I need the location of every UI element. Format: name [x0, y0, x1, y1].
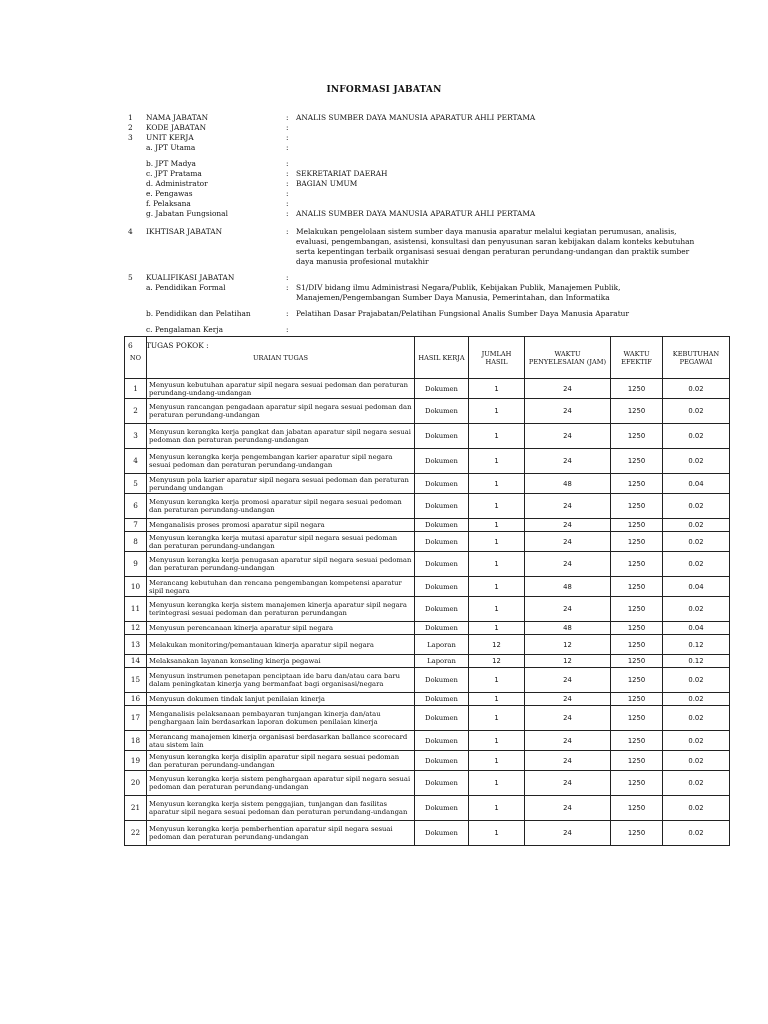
job-info-list [128, 113, 708, 351]
task-effective-time: 1250 [611, 731, 663, 751]
task-effective-time: 1250 [611, 519, 663, 532]
task-quantity: 1 [469, 597, 525, 622]
task-quantity: 1 [469, 532, 525, 552]
task-staff-need: 0.04 [663, 622, 730, 635]
info-number [128, 283, 146, 303]
task-hours: 48 [525, 622, 611, 635]
task-output: Dokumen [415, 552, 469, 577]
info-row [128, 309, 708, 319]
task-table [124, 336, 730, 846]
info-number [128, 169, 146, 179]
info-value [296, 273, 708, 283]
info-row [128, 227, 708, 267]
table-row [125, 693, 730, 706]
task-hours: 24 [525, 771, 611, 796]
task-effective-time: 1250 [611, 821, 663, 846]
task-output: Dokumen [415, 379, 469, 399]
info-value [296, 143, 708, 153]
info-number [128, 143, 146, 153]
task-description: Menyusun kerangka kerja pengembangan karier aparatur sipil negara sesuai pedoman dan peraturan perundang-undangan [147, 449, 415, 474]
info-separator: : [286, 309, 289, 318]
task-staff-need: 0.02 [663, 552, 730, 577]
task-quantity: 12 [469, 655, 525, 668]
info-label: g. Jabatan Fungsional [146, 209, 228, 218]
info-value [296, 159, 708, 169]
task-effective-time: 1250 [611, 771, 663, 796]
task-description: Menyusun kebutuhan aparatur sipil negara sesuai pedoman dan peraturan perundang-undang-undangan [147, 379, 415, 399]
info-number: 1 [128, 113, 133, 122]
task-staff-need: 0.02 [663, 424, 730, 449]
row-number: 20 [125, 771, 147, 796]
table-row [125, 424, 730, 449]
task-effective-time: 1250 [611, 399, 663, 424]
info-label: c. Pengalaman Kerja [146, 325, 223, 334]
task-effective-time: 1250 [611, 706, 663, 731]
task-quantity: 1 [469, 424, 525, 449]
table-row [125, 655, 730, 668]
task-quantity: 1 [469, 519, 525, 532]
header-kebutuhan: KEBUTUHAN PEGAWAI [663, 337, 730, 379]
table-row [125, 635, 730, 655]
task-effective-time: 1250 [611, 532, 663, 552]
info-separator: : [286, 227, 289, 236]
info-separator: : [286, 169, 289, 178]
row-number: 12 [125, 622, 147, 635]
info-value: ANALIS SUMBER DAYA MANUSIA APARATUR AHLI PERTAMA [296, 209, 536, 218]
info-number [128, 309, 146, 319]
task-output: Dokumen [415, 474, 469, 494]
info-label: a. JPT Utama [146, 143, 196, 152]
table-row [125, 494, 730, 519]
task-quantity: 1 [469, 552, 525, 577]
task-effective-time: 1250 [611, 552, 663, 577]
task-staff-need: 0.02 [663, 796, 730, 821]
task-output: Dokumen [415, 424, 469, 449]
task-output: Dokumen [415, 494, 469, 519]
info-separator: : [286, 123, 289, 132]
task-quantity: 1 [469, 494, 525, 519]
info-row [128, 199, 708, 209]
task-quantity: 1 [469, 668, 525, 693]
task-quantity: 1 [469, 751, 525, 771]
info-separator: : [286, 189, 289, 198]
task-effective-time: 1250 [611, 379, 663, 399]
table-row [125, 532, 730, 552]
table-row [125, 399, 730, 424]
table-row [125, 449, 730, 474]
task-staff-need: 0.04 [663, 474, 730, 494]
info-label: e. Pengawas [146, 189, 193, 198]
task-effective-time: 1250 [611, 449, 663, 474]
table-row [125, 552, 730, 577]
info-label: b. Pendidikan dan Pelatihan [146, 309, 251, 318]
task-hours: 48 [525, 474, 611, 494]
page-title: INFORMASI JABATAN [326, 85, 442, 95]
task-staff-need: 0.02 [663, 693, 730, 706]
header-efektif: WAKTU EFEKTIF [611, 337, 663, 379]
info-label: KODE JABATAN [146, 123, 207, 132]
task-staff-need: 0.02 [663, 771, 730, 796]
table-row [125, 379, 730, 399]
row-number: 19 [125, 751, 147, 771]
task-staff-need: 0.02 [663, 449, 730, 474]
task-effective-time: 1250 [611, 424, 663, 449]
task-staff-need: 0.12 [663, 635, 730, 655]
task-staff-need: 0.04 [663, 577, 730, 597]
table-row [125, 821, 730, 846]
row-number: 8 [125, 532, 147, 552]
task-effective-time: 1250 [611, 494, 663, 519]
info-label: b. JPT Madya [146, 159, 196, 168]
info-number [128, 199, 146, 209]
task-quantity: 1 [469, 399, 525, 424]
task-description: Menyusun rancangan pengadaan aparatur sipil negara sesuai pedoman dan peraturan perundang-undangan [147, 399, 415, 424]
task-staff-need: 0.02 [663, 751, 730, 771]
task-hours: 24 [525, 552, 611, 577]
info-separator: : [286, 113, 289, 122]
task-staff-need: 0.02 [663, 821, 730, 846]
row-number: 6 [125, 494, 147, 519]
task-hours: 24 [525, 751, 611, 771]
task-hours: 12 [525, 635, 611, 655]
info-value [296, 189, 708, 199]
info-value: SEKRETARIAT DAERAH [296, 169, 388, 178]
info-value: Melakukan pengelolaan sistem sumber daya manusia aparatur melalui kegiatan perumusan, analisis, evaluasi, pengembangan, asistensi, konsultasi dan penyusunan saran kebijakan dalam konteks kebutuhan serta kepentingan terbaik organisasi sesuai dengan peraturan perundang-undangan dan praktik sumber daya manusia profesional mutakhir [296, 227, 695, 266]
task-output: Dokumen [415, 519, 469, 532]
task-output: Dokumen [415, 622, 469, 635]
info-value [296, 199, 708, 209]
task-staff-need: 0.02 [663, 532, 730, 552]
task-output: Dokumen [415, 771, 469, 796]
info-row [128, 123, 708, 133]
task-quantity: 12 [469, 635, 525, 655]
row-number: 5 [125, 474, 147, 494]
info-number [128, 209, 146, 219]
task-hours: 24 [525, 668, 611, 693]
task-description: Melakukan monitoring/pemantauan kinerja aparatur sipil negara [147, 635, 415, 655]
table-header-row [125, 337, 730, 379]
task-effective-time: 1250 [611, 597, 663, 622]
info-number: 6 [128, 341, 133, 350]
info-row [128, 159, 708, 169]
task-quantity: 1 [469, 379, 525, 399]
info-label: NAMA JABATAN [146, 113, 209, 122]
task-hours: 24 [525, 532, 611, 552]
task-output: Dokumen [415, 821, 469, 846]
task-description: Menyusun kerangka kerja pangkat dan jabatan aparatur sipil negara sesuai pedoman dan peraturan perundang-undangan [147, 424, 415, 449]
row-number: 4 [125, 449, 147, 474]
row-number: 18 [125, 731, 147, 751]
table-row [125, 668, 730, 693]
task-quantity: 1 [469, 796, 525, 821]
task-description: Melaksanakan layanan konseling kinerja pegawai [147, 655, 415, 668]
task-output: Dokumen [415, 449, 469, 474]
info-separator: : [286, 273, 289, 282]
info-separator: : [286, 133, 289, 142]
task-description: Menyusun dokumen tindak lanjut penilaian kinerja [147, 693, 415, 706]
task-hours: 24 [525, 519, 611, 532]
task-output: Dokumen [415, 751, 469, 771]
info-row [128, 325, 708, 335]
task-description: Menyusun kerangka kerja sistem manajemen kinerja aparatur sipil negara terintegrasi sesuai pedoman dan peraturan perundangan [147, 597, 415, 622]
row-number: 7 [125, 519, 147, 532]
task-quantity: 1 [469, 821, 525, 846]
task-hours: 24 [525, 597, 611, 622]
header-no: NO [125, 337, 147, 379]
row-number: 17 [125, 706, 147, 731]
task-quantity: 1 [469, 693, 525, 706]
task-hours: 24 [525, 693, 611, 706]
info-label: c. JPT Pratama [146, 169, 202, 178]
task-description: Menyusun kerangka kerja promosi aparatur sipil negara sesuai pedoman dan peraturan perundang-undangan [147, 494, 415, 519]
task-quantity: 1 [469, 577, 525, 597]
task-description: Merancang manajemen kinerja organisasi berdasarkan ballance scorecard atau sistem lain [147, 731, 415, 751]
task-quantity: 1 [469, 731, 525, 751]
task-effective-time: 1250 [611, 622, 663, 635]
task-output: Dokumen [415, 668, 469, 693]
info-number [128, 179, 146, 189]
info-row [128, 113, 708, 123]
task-output: Dokumen [415, 532, 469, 552]
task-quantity: 1 [469, 706, 525, 731]
task-effective-time: 1250 [611, 635, 663, 655]
task-description: Menyusun pola karier aparatur sipil negara sesuai pedoman dan peraturan perundang undangan [147, 474, 415, 494]
info-number [128, 189, 146, 199]
task-effective-time: 1250 [611, 577, 663, 597]
info-row [128, 209, 708, 219]
task-staff-need: 0.02 [663, 597, 730, 622]
task-staff-need: 0.02 [663, 668, 730, 693]
info-row [128, 179, 708, 189]
task-quantity: 1 [469, 622, 525, 635]
task-output: Dokumen [415, 796, 469, 821]
info-separator: : [286, 209, 289, 218]
task-description: Menyusun kerangka kerja pemberhentian aparatur sipil negara sesuai pedoman dan peraturan perundang-undangan [147, 821, 415, 846]
task-output: Laporan [415, 635, 469, 655]
task-description: Menyusun kerangka kerja sistem penggajian, tunjangan dan fasilitas aparatur sipil negara sesuai pedoman dan peraturan perundang-undangan [147, 796, 415, 821]
task-description: Menganalisis proses promosi aparatur sipil negara [147, 519, 415, 532]
task-effective-time: 1250 [611, 474, 663, 494]
task-effective-time: 1250 [611, 668, 663, 693]
task-output: Laporan [415, 655, 469, 668]
header-waktu: WAKTU PENYELESAIAN (JAM) [525, 337, 611, 379]
task-description: Menyusun kerangka kerja penugasan aparatur sipil negara sesuai pedoman dan peraturan perundang-undangan [147, 552, 415, 577]
task-staff-need: 0.02 [663, 399, 730, 424]
table-row [125, 474, 730, 494]
info-row [128, 273, 708, 283]
info-value [296, 123, 708, 133]
info-separator: : [286, 199, 289, 208]
task-effective-time: 1250 [611, 751, 663, 771]
table-row [125, 706, 730, 731]
task-description: Menyusun perencanaan kinerja aparatur sipil negara [147, 622, 415, 635]
task-staff-need: 0.02 [663, 706, 730, 731]
info-row [128, 169, 708, 179]
task-staff-need: 0.02 [663, 731, 730, 751]
info-label: a. Pendidikan Formal [146, 283, 226, 292]
task-hours: 12 [525, 655, 611, 668]
info-number: 3 [128, 133, 133, 142]
info-row [128, 189, 708, 199]
table-row [125, 597, 730, 622]
task-hours: 24 [525, 379, 611, 399]
task-output: Dokumen [415, 577, 469, 597]
task-hours: 24 [525, 821, 611, 846]
header-uraian: URAIAN TUGAS [147, 337, 415, 379]
table-row [125, 796, 730, 821]
info-separator: : [286, 325, 289, 334]
table-row [125, 771, 730, 796]
info-label: d. Administrator [146, 179, 208, 188]
task-output: Dokumen [415, 731, 469, 751]
info-separator: : [286, 159, 289, 168]
task-quantity: 1 [469, 771, 525, 796]
task-hours: 24 [525, 731, 611, 751]
task-staff-need: 0.02 [663, 379, 730, 399]
task-description: Menyusun instrumen penetapan penciptaan ide baru dan/atau cara baru dalam peningkatan kinerja yang bermanfaat bagi organisasi/negara [147, 668, 415, 693]
row-number: 1 [125, 379, 147, 399]
row-number: 11 [125, 597, 147, 622]
task-hours: 24 [525, 399, 611, 424]
row-number: 10 [125, 577, 147, 597]
info-number [128, 325, 146, 335]
row-number: 3 [125, 424, 147, 449]
header-hasil: HASIL KERJA [415, 337, 469, 379]
info-value [296, 325, 708, 335]
info-number: 5 [128, 273, 133, 282]
task-quantity: 1 [469, 474, 525, 494]
task-effective-time: 1250 [611, 655, 663, 668]
task-description: Menyusun kerangka kerja disiplin aparatur sipil negara sesuai pedoman dan peraturan perundang-undangan [147, 751, 415, 771]
task-effective-time: 1250 [611, 796, 663, 821]
info-number: 2 [128, 123, 133, 132]
row-number: 13 [125, 635, 147, 655]
row-number: 22 [125, 821, 147, 846]
task-staff-need: 0.02 [663, 494, 730, 519]
info-label: IKHTISAR JABATAN [146, 227, 223, 236]
task-output: Dokumen [415, 693, 469, 706]
row-number: 16 [125, 693, 147, 706]
task-output: Dokumen [415, 706, 469, 731]
info-label: f. Pelaksana [146, 199, 191, 208]
row-number: 21 [125, 796, 147, 821]
task-description: Menyusun kerangka kerja sistem penghargaan aparatur sipil negara sesuai pedoman dan peraturan perundang-undangan [147, 771, 415, 796]
table-row [125, 731, 730, 751]
info-label: UNIT KERJA [146, 133, 194, 142]
info-separator: : [286, 283, 289, 292]
task-output: Dokumen [415, 597, 469, 622]
table-row [125, 622, 730, 635]
row-number: 15 [125, 668, 147, 693]
info-label: KUALIFIKASI JABATAN [146, 273, 235, 282]
info-value [296, 133, 708, 143]
task-staff-need: 0.02 [663, 519, 730, 532]
info-number [128, 159, 146, 169]
info-value: Pelatihan Dasar Prajabatan/Pelatihan Fungsional Analis Sumber Daya Manusia Aparatur [296, 309, 629, 318]
info-separator: : [286, 143, 289, 152]
info-row [128, 133, 708, 143]
header-jumlah: JUMLAH HASIL [469, 337, 525, 379]
task-description: Merancang kebutuhan dan rencana pengembangan kompetensi aparatur sipil negara [147, 577, 415, 597]
info-number: 4 [128, 227, 133, 236]
task-staff-need: 0.12 [663, 655, 730, 668]
task-hours: 24 [525, 424, 611, 449]
row-number: 9 [125, 552, 147, 577]
task-hours: 24 [525, 449, 611, 474]
info-value: ANALIS SUMBER DAYA MANUSIA APARATUR AHLI PERTAMA [296, 113, 536, 122]
table-row [125, 577, 730, 597]
row-number: 2 [125, 399, 147, 424]
info-label: TUGAS POKOK : [146, 341, 209, 350]
info-value: BAGIAN UMUM [296, 179, 358, 188]
info-row [128, 143, 708, 153]
info-value: S1/DIV bidang ilmu Administrasi Negara/Publik, Kebijakan Publik, Manajemen Publik, Manajemen/Pengembangan Sumber Daya Manusia, Pemerintahan, dan Informatika [296, 283, 621, 302]
task-hours: 48 [525, 577, 611, 597]
task-description: Menganalisis pelaksanaan pembayaran tunjangan kinerja dan/atau penghargaan lain berdasarkan laporan dokumen penilaian kinerja [147, 706, 415, 731]
task-description: Menyusun kerangka kerja mutasi aparatur sipil negara sesuai pedoman dan peraturan perundang-undangan [147, 532, 415, 552]
task-output: Dokumen [415, 399, 469, 424]
task-effective-time: 1250 [611, 693, 663, 706]
info-separator: : [286, 179, 289, 188]
task-hours: 24 [525, 494, 611, 519]
table-row [125, 751, 730, 771]
table-row [125, 519, 730, 532]
task-quantity: 1 [469, 449, 525, 474]
row-number: 14 [125, 655, 147, 668]
info-row [128, 283, 708, 303]
task-hours: 24 [525, 796, 611, 821]
task-hours: 24 [525, 706, 611, 731]
